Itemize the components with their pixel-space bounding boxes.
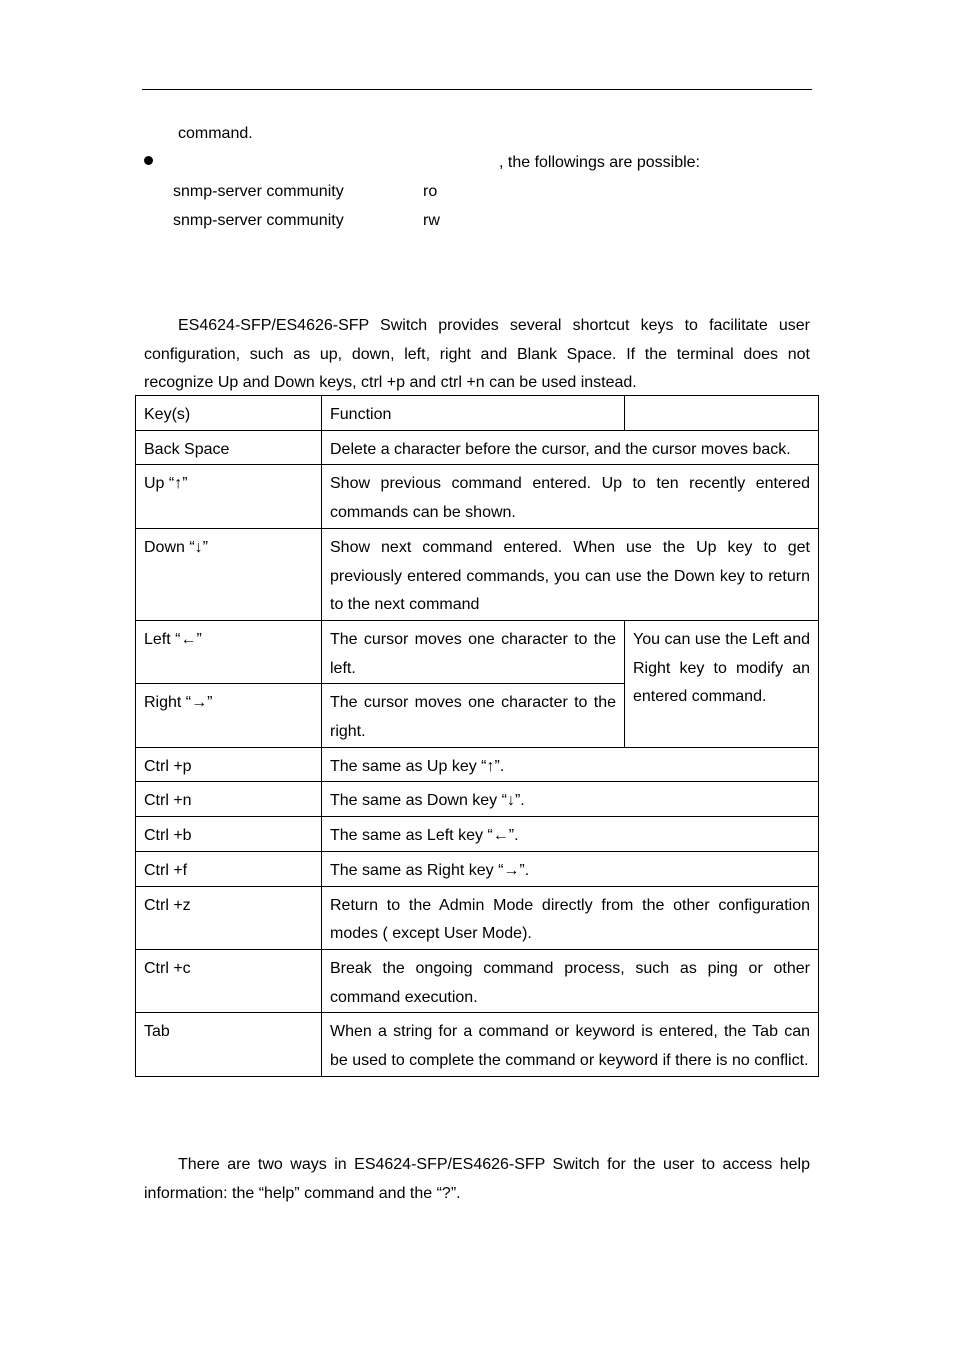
function-cell: When a string for a command or keyword is entered, the Tab can be used to complete the command or keyword if there is no conflict. [322,1013,819,1076]
key-cell: Ctrl +c [136,949,322,1012]
table-row [136,620,819,683]
shortcut-intro-paragraph [144,312,810,398]
function-cell: The same as Down key “↓”. [322,782,819,817]
table-row [136,747,819,782]
shortcut-intro-text: ES4624-SFP/ES4626-SFP Switch provides several shortcut keys to facilitate user configuration, such as up, down, left, right and Blank Space. If the terminal does not recognize Up and Down keys, ctrl +p and ctrl +n can be used instead. [144,317,810,392]
table-header-row [136,396,819,431]
function-cell: The cursor moves one character to the right. [322,684,625,747]
bullet-icon [144,156,153,165]
key-cell: Ctrl +z [136,886,322,949]
key-cell: Ctrl +n [136,782,322,817]
key-cell: Tab [136,1013,322,1076]
table-row [136,886,819,949]
function-cell: Return to the Admin Mode directly from the other configuration modes ( except User Mode). [322,886,819,949]
key-cell: Up “↑” [136,465,322,528]
function-cell: Show next command entered. When use the Up key to get previously entered commands, you can use the Down key to return to the next command [322,528,819,620]
function-cell: Break the ongoing command process, such as ping or other command execution. [322,949,819,1012]
key-cell: Down “↓” [136,528,322,620]
left-right-note-cell: You can use the Left and Right key to modify an entered command. [625,620,819,747]
header-key-cell: Key(s) [136,396,322,431]
key-cell: Right “→” [136,684,322,747]
shortcut-keys-table [135,395,819,1077]
table-row [136,528,819,620]
function-cell: The cursor moves one character to the left. [322,620,625,683]
key-cell: Left “←” [136,620,322,683]
command-tail-text: command. [178,125,253,142]
header-function-cell-rest [625,396,819,431]
help-intro-text: There are two ways in ES4624-SFP/ES4626-SFP Switch for the user to access help information: the “help” command and the “?”. [144,1156,810,1202]
table-row [136,1013,819,1076]
bullet-text: , the followings are possible: [499,154,700,171]
key-cell: Ctrl +p [136,747,322,782]
example-command-1: snmp-server community [173,183,344,200]
function-cell: Show previous command entered. Up to ten recently entered commands can be shown. [322,465,819,528]
function-cell: The same as Up key “↑”. [322,747,819,782]
example-arg-2: rw [423,212,440,229]
table-row [136,782,819,817]
key-cell: Back Space [136,430,322,465]
table-row [136,465,819,528]
header-function-cell: Function [322,396,625,431]
function-cell: The same as Right key “→”. [322,851,819,886]
function-cell: Delete a character before the cursor, and the cursor moves back. [322,430,819,465]
key-cell: Ctrl +f [136,851,322,886]
example-command-2: snmp-server community [173,212,344,229]
example-arg-1: ro [423,183,438,200]
table-row [136,949,819,1012]
table-row [136,817,819,852]
table-row [136,430,819,465]
header-rule [142,89,812,90]
function-cell: The same as Left key “←”. [322,817,819,852]
key-cell: Ctrl +b [136,817,322,852]
help-intro-paragraph [144,1151,810,1208]
table-row [136,851,819,886]
